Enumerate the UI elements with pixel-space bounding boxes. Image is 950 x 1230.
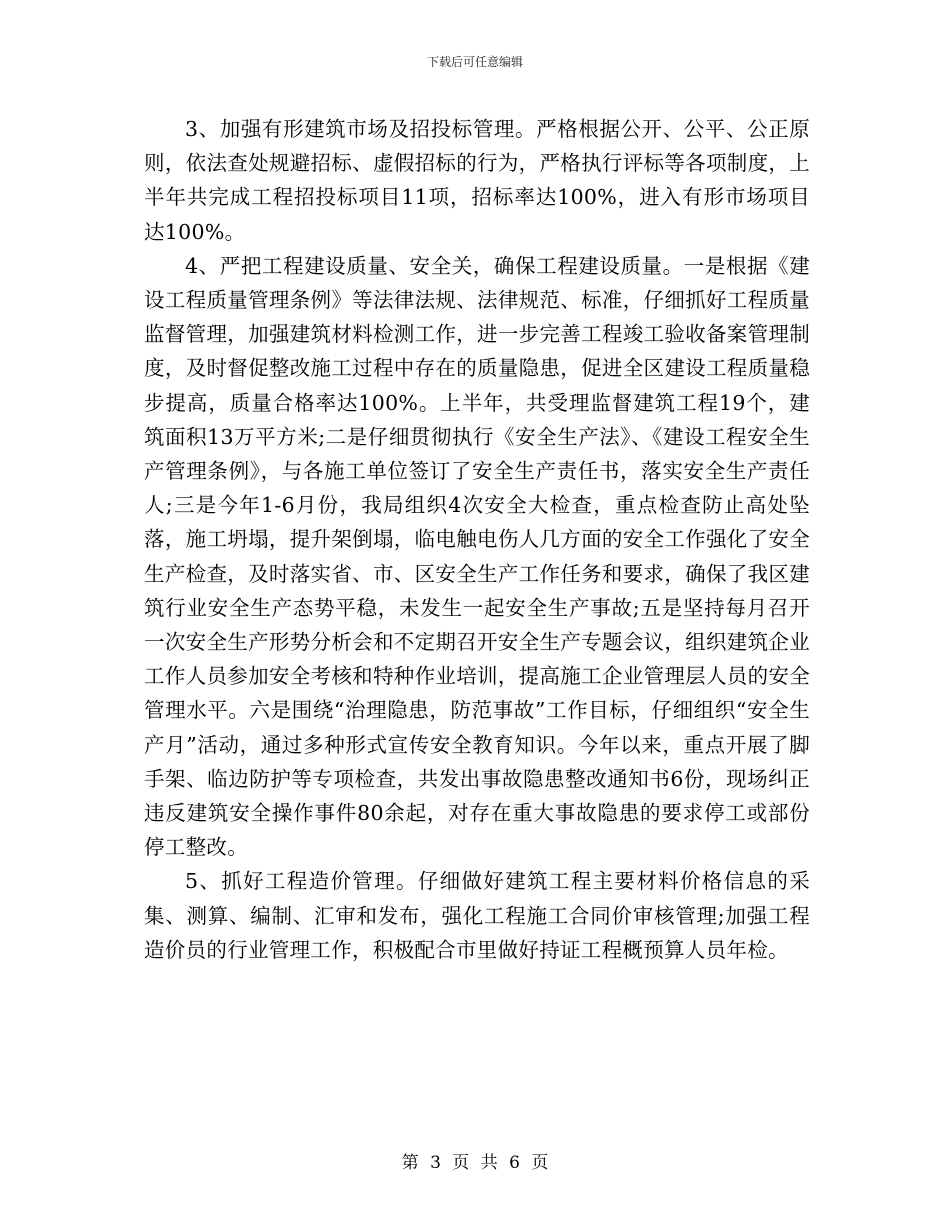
page-number-footer: 第 3 页 共 6 页 — [401, 1153, 549, 1173]
page-header-note: 下载后可任意编辑 — [426, 55, 523, 69]
paragraph-cost-management: 5、抓好工程造价管理。仔细做好建筑工程主要材料价格信息的采集、测算、编制、汇审和发布，强化工程施工合同价审核管理;加强工程造价员的行业管理工作，积极配合市里做好持证工程概预算人员年检。 — [144, 869, 810, 962]
paragraph-tendering-management: 3、加强有形建筑市场及招投标管理。严格根据公开、公平、公正原则，依法查处规避招标、虚假招标的行为，严格执行评标等各项制度，上半年共完成工程招投标项目11项，招标率达100%，进入有形市场项目达100%。 — [144, 117, 810, 244]
document-body — [144, 112, 810, 967]
paragraph-quality-safety: 4、严把工程建设质量、安全关，确保工程建设质量。一是根据《建设工程质量管理条例》等法律法规、法律规范、标准，仔细抓好工程质量监督管理，加强建筑材料检测工作，进一步完善工程竣工验收备案管理制度，及时督促整改施工过程中存在的质量隐患，促进全区建设工程质量稳步提高，质量合格率达100%。上半年，共受理监督建筑工程19个，建筑面积13万平方米;二是仔细贯彻执行《安全生产法》、《建设工程安全生产管理条例》，与各施工单位签订了安全生产责任书，落实安全生产责任人;三是今年1-6月份，我局组织4次安全大检查，重点检查防止高处坠落，施工坍塌，提升架倒塌，临电触电伤人几方面的安全工作强化了安全生产检查，及时落实省、市、区安全生产工作任务和要求，确保了我区建筑行业安全生产态势平稳，未发生一起安全生产事故;五是坚持每月召开一次安全生产形势分析会和不定期召开安全生产专题会议，组织建筑企业工作人员参加安全考核和特种作业培训，提高施工企业管理层人员的安全管理水平。六是围绕“治理隐患，防范事故”工作目标，仔细组织“安全生产月”活动，通过多种形式宣传安全教育知识。今年以来，重点开展了脚手架、临边防护等专项检查，共发出事故隐患整改通知书6份，现场纠正违反建筑安全操作事件80余起，对存在重大事故隐患的要求停工或部份停工整改。 — [144, 253, 810, 860]
